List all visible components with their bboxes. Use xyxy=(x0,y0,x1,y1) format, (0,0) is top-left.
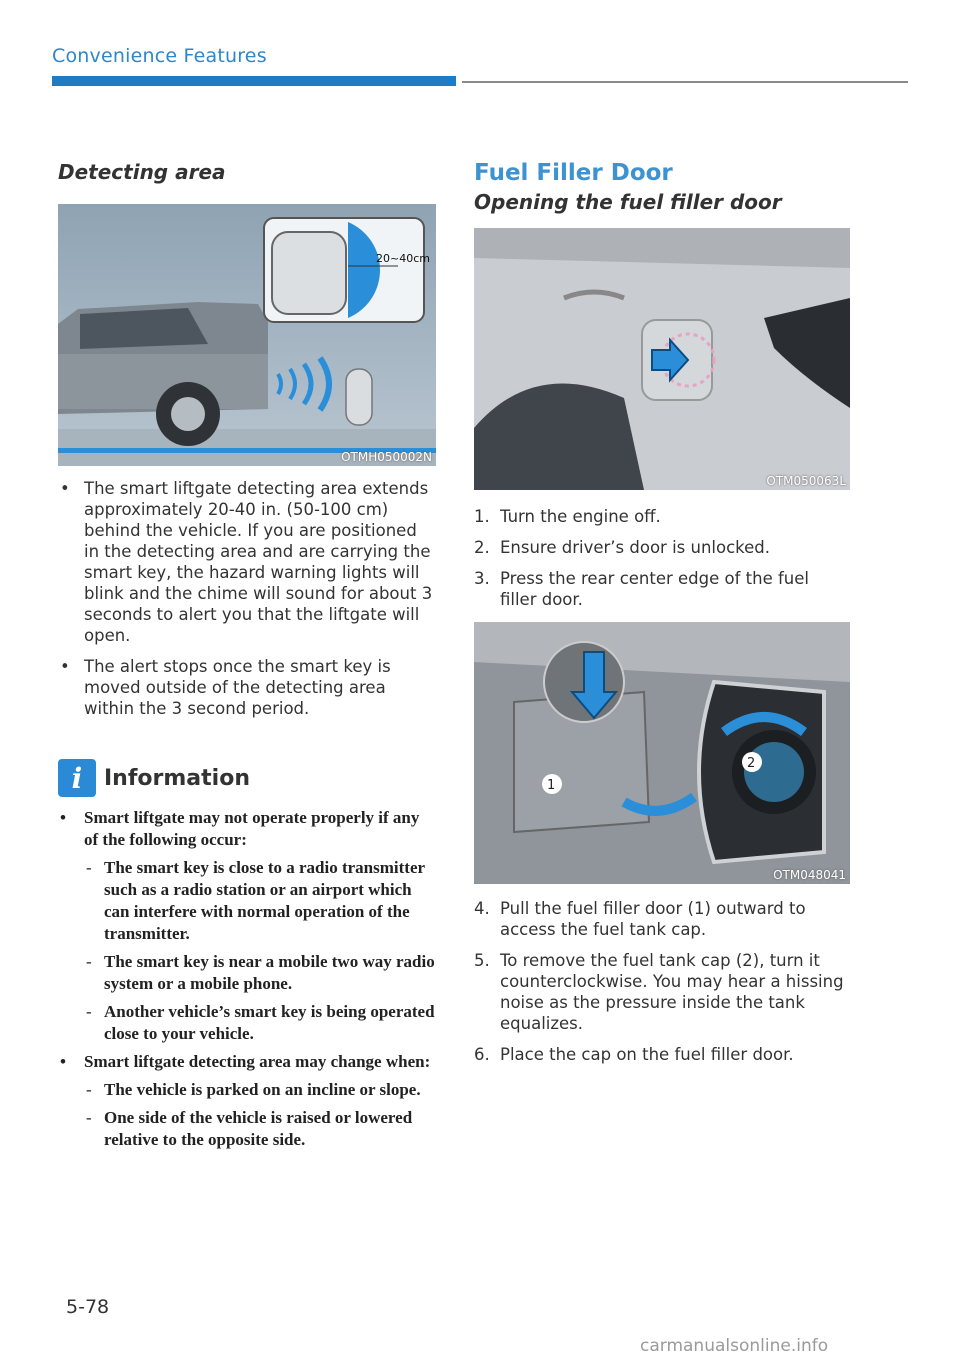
information-title: Information xyxy=(104,765,250,791)
list-item: • The smart liftgate detecting area extends approximately 20-40 in. (50-100 cm) behind the vehicle. If you are positioned in the detecting area and are carrying the smart key, the hazard warning lights will blink and the chime will sound for about 3 seconds to alert you that the liftgate will open. xyxy=(58,478,436,646)
figure-code: OTM048041 xyxy=(773,868,846,882)
fuel-door-figure xyxy=(474,228,850,490)
list-item: • Smart liftgate may not operate properly if any of the following occur: - The smart key is close to a radio transmitter such as a radio station or an airport which can interfere with normal operation of the transmitter. - The smart key is near a mobile two way radio system or a mobile phone. - Another vehicle’s smart key is being operated close to your vehicle. xyxy=(58,807,436,1045)
callout-2: 2 xyxy=(747,756,756,771)
detecting-area-illustration xyxy=(58,204,436,466)
information-list xyxy=(58,807,436,1151)
list-item: 1. Turn the engine off. xyxy=(474,507,661,526)
fuel-cap-figure xyxy=(474,622,850,884)
opening-fuel-door-heading: Opening the fuel filler door xyxy=(474,190,782,214)
information-header xyxy=(58,759,436,797)
detecting-area-heading: Detecting area xyxy=(58,160,226,184)
list-item: - The smart key is close to a radio transmitter such as a radio station or an airport which can interfere with normal operation of the transmitter. xyxy=(84,857,436,945)
list-item: 3. Press the rear center edge of the fuel filler door. xyxy=(474,569,810,609)
list-item: 6. Place the cap on the fuel filler door. xyxy=(474,1045,794,1064)
detecting-area-bullets xyxy=(58,478,436,719)
list-item: • Smart liftgate detecting area may change when: - The vehicle is parked on an incline or slope. - One side of the vehicle is raised or lowered relative to the opposite side. xyxy=(58,1051,436,1151)
section-title: Convenience Features xyxy=(52,45,267,67)
list-item: - The smart key is near a mobile two way radio system or a mobile phone. xyxy=(84,951,436,995)
range-label: 20~40cm xyxy=(376,252,430,265)
fuel-steps-a xyxy=(474,506,850,610)
fuel-door-illustration xyxy=(474,228,850,490)
list-item: - Another vehicle’s smart key is being operated close to your vehicle. xyxy=(84,1001,436,1045)
list-item: - One side of the vehicle is raised or lowered relative to the opposite side. xyxy=(84,1107,436,1151)
info-icon: i xyxy=(58,759,96,797)
list-item: 4. Pull the fuel filler door (1) outward to access the fuel tank cap. xyxy=(474,899,806,939)
figure-code: OTMH050002N xyxy=(341,450,432,464)
fuel-cap-illustration xyxy=(474,622,850,884)
left-column xyxy=(58,160,436,1157)
list-item: - The vehicle is parked on an incline or slope. xyxy=(84,1079,436,1101)
list-item: • The alert stops once the smart key is moved outside of the detecting area within the 3 second period. xyxy=(58,656,436,719)
header-rule xyxy=(462,81,908,83)
fuel-steps-b xyxy=(474,898,850,1065)
figure-code: OTM050063L xyxy=(766,474,846,488)
right-column xyxy=(474,160,850,1075)
callout-1: 1 xyxy=(547,778,556,793)
fuel-filler-door-heading: Fuel Filler Door xyxy=(474,160,673,186)
page-number: 5-78 xyxy=(66,1296,110,1318)
watermark: carmanualsonline.info xyxy=(640,1336,829,1356)
header-bar xyxy=(52,76,456,86)
list-item: 2. Ensure driver’s door is unlocked. xyxy=(474,538,771,557)
detecting-area-figure xyxy=(58,204,436,466)
list-item: 5. To remove the fuel tank cap (2), turn it counterclockwise. You may hear a hissing noise as the pressure inside the tank equalizes. xyxy=(474,951,844,1033)
